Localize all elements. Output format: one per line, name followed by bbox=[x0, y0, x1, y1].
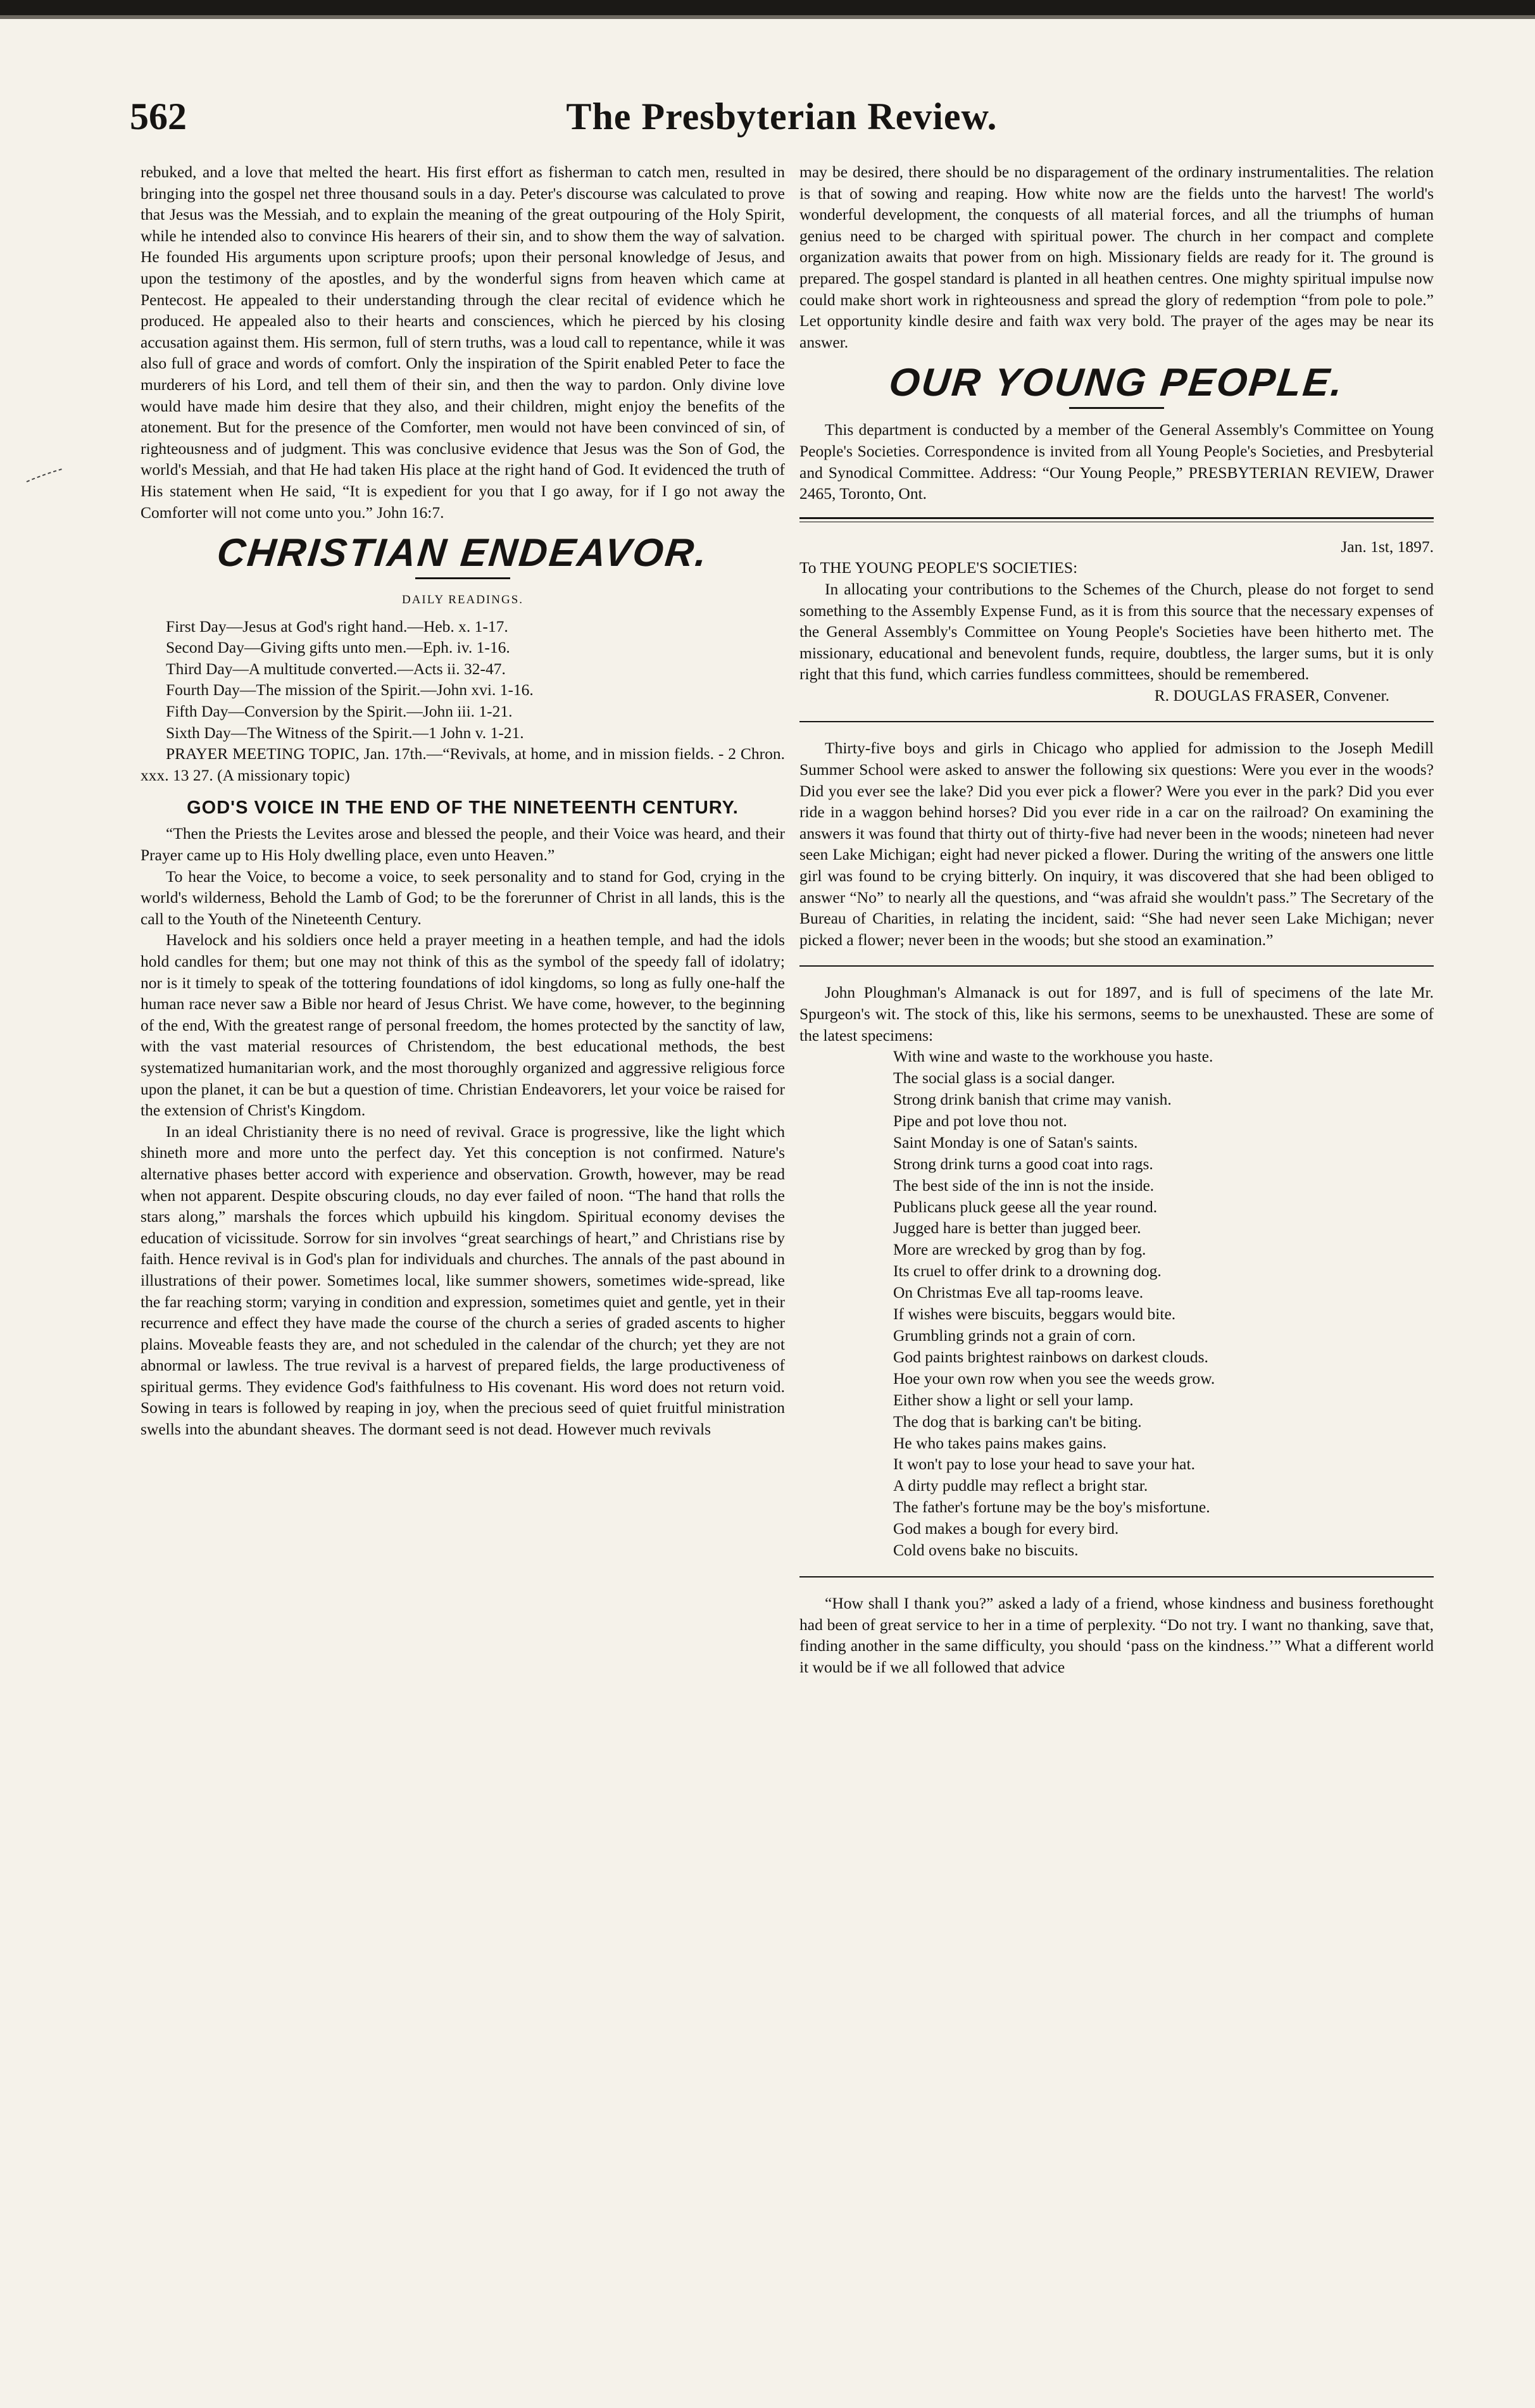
saying-item: Strong drink banish that crime may vanish. bbox=[893, 1090, 1172, 1108]
reading-item: Sixth Day—The Witness of the Spirit.—1 John v. 1-21. bbox=[166, 723, 524, 742]
saying-item: Pipe and pot love thou not. bbox=[893, 1111, 1067, 1130]
chicago-school-paragraph: Thirty-five boys and girls in Chicago who applied for admission to the Joseph Medill Summer School were asked to answer the following six questions: Were you ever in the woods? Did you ever see the lake? Did you ever pick a flower? Were you ever in the park? Did you ever ride in a waggon behind horses? Did you ever ride in a car on the railroad? On examining the answers it was found that thirty out of thirty-five had never been in the woods; nineteen had never seen Lake Michigan; eight had never picked a flower. During the writing of the answers one little girl was found to be crying bitterly. On inquiry, it was discovered that she had been obliged to answer “No” to nearly all the questions, and “was afraid she wouldn't pass.” The Secretary of the Bureau of Charities, in relating the incident, said: “She had never seen Lake Michigan; never picked a flower; never been in the woods; but she stood an examination.” bbox=[799, 739, 1434, 949]
reading-item: First Day—Jesus at God's right hand.—Heb. x. 1-17. bbox=[166, 617, 508, 636]
saying-item: With wine and waste to the workhouse you haste. bbox=[893, 1047, 1213, 1066]
saying-item: Either show a light or sell your lamp. bbox=[893, 1390, 1134, 1409]
letter-body: In allocating your contributions to the Schemes of the Church, please do not forget to send something to the Assembly Expense Fund, as it is from this source that the necessary expenses of the General Assembly's Committee on Young People's Societies have been hitherto met. The missionary, educational and benevolent funds, require, doubtless, the larger sums, but it is only right that this fund, which carries fundless committees, should be remembered. bbox=[799, 579, 1434, 684]
saying-item: Cold ovens bake no biscuits. bbox=[893, 1541, 1079, 1560]
page-header bbox=[130, 95, 1434, 152]
saying-item: Its cruel to offer drink to a drowning dog. bbox=[893, 1262, 1162, 1281]
essay-epigraph: “Then the Priests the Levites arose and blessed the people, and their Voice was heard, and their Prayer came up to His Holy dwelling place, even unto Heaven.” bbox=[141, 824, 785, 865]
saying-item: He who takes pains makes gains. bbox=[893, 1433, 1107, 1452]
section-rule bbox=[799, 721, 1434, 722]
saying-item: The dog that is barking can't be biting. bbox=[893, 1412, 1142, 1431]
section-rule bbox=[799, 965, 1434, 967]
scan-top-border-shadow bbox=[0, 15, 1535, 19]
saying-item: It won't pay to lose your head to save your hat. bbox=[893, 1455, 1195, 1474]
saying-item: The social glass is a social danger. bbox=[893, 1069, 1115, 1088]
almanack-paragraph: John Ploughman's Almanack is out for 1897, and is full of specimens of the late Mr. Spurgeon's wit. The stock of this, like his sermons, seems to be unexhausted. These are some of the latest specimens: bbox=[799, 983, 1434, 1044]
reading-item: Third Day—A multitude converted.—Acts ii. 32-47. bbox=[166, 659, 506, 678]
essay-title: GOD'S VOICE IN THE END OF THE NINETEENTH CENTURY. bbox=[187, 798, 739, 818]
section-double-rule bbox=[799, 517, 1434, 522]
saying-item: God paints brightest rainbows on darkest clouds. bbox=[893, 1347, 1208, 1366]
saying-item: Publicans pluck geese all the year round. bbox=[893, 1197, 1158, 1216]
saying-item: The best side of the inn is not the inside. bbox=[893, 1176, 1155, 1195]
section-rule bbox=[799, 1576, 1434, 1577]
saying-item: Jugged hare is better than jugged beer. bbox=[893, 1219, 1141, 1238]
reading-item: Second Day—Giving gifts unto men.—Eph. iv. 1-16. bbox=[166, 638, 510, 657]
scan-top-border bbox=[0, 0, 1535, 15]
saying-item: Strong drink turns a good coat into rags. bbox=[893, 1154, 1153, 1173]
essay-paragraph: Havelock and his soldiers once held a prayer meeting in a heathen temple, and had the idols hold candles for them; but one may not think of this as the symbol of the speedy fall of idolatry; nor is it timely to speak of the tottering foundations of idol kingdoms, so long as fully one-half the human race never saw a Bible nor heard of Jesus Christ. We have come, however, to the beginning of the end, With the greatest range of personal freedom, the homes protected by the sanctity of law, with the vast material resources of Christendom, the best educational methods, the best systematized humanitarian work, and the most thoroughly organized and aggressive religious force upon the planet, it can be but a question of time. Christian Endeavorers, let your voice be raised for the extension of Christ's Kingdom. bbox=[141, 931, 785, 1120]
department-note: This department is conducted by a member of the General Assembly's Committee on Young People's Societies. Correspondence is invited from all Young People's Societies, and Presbyterial and Synodical Committee. Address: “Our Young People,” PRESBYTERIAN REVIEW, Drawer 2465, Toronto, Ont. bbox=[799, 420, 1434, 503]
our-young-people-heading: OUR YOUNG PEOPLE. bbox=[887, 361, 1346, 405]
essay-paragraph: To hear the Voice, to become a voice, to seek personality and to stand for God, crying in the world's wilderness, Behold the Lamb of God; to be the forerunner of Christ in all lands, this is the call to the Youth of the Nineteenth Century. bbox=[141, 867, 785, 928]
left-column bbox=[141, 161, 785, 1440]
saying-item: More are wrecked by grog than by fog. bbox=[893, 1240, 1146, 1259]
heading-rule bbox=[1069, 407, 1164, 409]
christian-endeavor-heading: CHRISTIAN ENDEAVOR. bbox=[215, 531, 711, 575]
saying-item: A dirty puddle may reflect a bright star. bbox=[893, 1476, 1148, 1495]
reading-item: Fourth Day—The mission of the Spirit.—John xvi. 1-16. bbox=[166, 680, 534, 699]
daily-readings-subheading: DAILY READINGS. bbox=[401, 593, 524, 607]
right-column bbox=[799, 161, 1434, 1677]
saying-item: On Christmas Eve all tap-rooms leave. bbox=[893, 1283, 1144, 1302]
essay-paragraph: In an ideal Christianity there is no need of revival. Grace is progressive, like the light which shineth more and more unto the perfect day. Yet this conception is not confirmed. Nature's alternative phases better accord with experience and observation. Growth, however, may be read when not apparent. Despite obscuring clouds, no day ever failed of noon. “The hand that rolls the stars along,” marshals the forces which upbuild his kingdom. Spiritual economy devises the education of vicissitude. Sorrow for sin involves “great searchings of heart,” and Christians rise by faith. Hence revival is in God's plan for individuals and churches. The annals of the past abound in illustrations of their power. Sometimes local, like summer showers, sometimes wide-spread, like the far reaching storm; varying in condition and expression, sometimes quiet and gentle, yet in their recurrence and effect they have made the course of the church a series of graded ascents to higher plains. Moveable feasts they are, and not scheduled in the calendar of the church; yet they are not abnormal or lawless. The true revival is a harvest of prepared fields, the large productiveness of spiritual germs. They evidence God's faithfulness to His covenant. His word does not return void. Sowing in tears is followed by reaping in joy, when the precious seed of quiet fruitful ministration swells into the abundant sheaves. The dormant seed is not dead. However much revivals bbox=[141, 1122, 785, 1439]
saying-item: Hoe your own row when you see the weeds grow. bbox=[893, 1369, 1215, 1388]
masthead: The Presbyterian Review. bbox=[566, 96, 998, 137]
pass-on-kindness-paragraph: “How shall I thank you?” asked a lady of a friend, whose kindness and business forethought had been of great service to her in a time of perplexity. “Do not try. I want no thanking, save that, finding another in the same difficulty, you should ‘pass on the kindness.’” What a different world it would be if we all followed that advice bbox=[799, 1593, 1434, 1676]
prayer-meeting-topic: PRAYER MEETING TOPIC, Jan. 17th.—“Revivals, at home, and in mission fields. - 2 Chron. xxx. 13 27. (A missionary topic) bbox=[141, 744, 785, 784]
reading-item: Fifth Day—Conversion by the Spirit.—John iii. 1-21. bbox=[166, 702, 513, 721]
revival-continuation-paragraph: may be desired, there should be no disparagement of the ordinary instrumentalities. The relation is that of sowing and reaping. How white now are the fields unto the harvest! The world's wonderful development, the conquests of all material forces, and all the triumphs of human genius need to be charged with spiritual power. The church in her compact and complete organization awaits that power from on high. Missionary fields are ready for it. The ground is prepared. The gospel standard is planted in all heathen centres. One mighty spiritual impulse now could make short work in righteousness and spread the glory of redemption “from pole to pole.” Let opportunity kindle desire and faith wax very bold. The prayer of the ages may be near its answer. bbox=[799, 163, 1434, 351]
saying-item: If wishes were biscuits, beggars would bite. bbox=[893, 1305, 1176, 1324]
letter-signature: R. DOUGLAS FRASER, Convener. bbox=[1154, 686, 1389, 705]
letter-date: Jan. 1st, 1897. bbox=[1341, 537, 1434, 556]
heading-rule bbox=[415, 577, 510, 579]
daily-readings-list bbox=[141, 616, 785, 786]
saying-item: God makes a bough for every bird. bbox=[893, 1519, 1119, 1538]
saying-item: Grumbling grinds not a grain of corn. bbox=[893, 1326, 1136, 1345]
peter-sermon-paragraph: rebuked, and a love that melted the heart. His first effort as fisherman to catch men, resulted in bringing into the gospel net three thousand souls in a day. Peter's discourse was calculated to prove that Jesus was the Messiah, and to explain the meaning of the great outpouring of the Holy Spirit, while he intended also to convince His hearers of their sin, and to show them the way of salvation. He founded His arguments upon scripture proofs; upon their personal knowledge of Jesus, and upon the testimony of the apostles, and by the wonderful signs from heaven which came at Pentecost. He appealed to their understanding through the clear recital of evidence which he produced. He appealed also to their hearts and consciences, which he pierced by his closing accusation against them. His sermon, full of stern truths, was a loud call to repentance, while it was also full of grace and words of comfort. Only the inspiration of the Spirit enabled Peter to face the murderers of his Lord, and tell them of their sin, and then the way to pardon. Only divine love would have made him desire that they also, and their children, might enjoy the benefits of the atonement. But for the presence of the Comforter, men would not have been convinced of sin, of righteousness and of judgment. This was conclusive evidence that Jesus was the Son of God, the world's Messiah, and that He had taken His place at the right hand of God. It evidenced the truth of His statement when He said, “It is expedient for you that I go away, for if I go not away the Comforter will not come unto you.” John 16:7. bbox=[141, 163, 785, 522]
letter-salutation: To THE YOUNG PEOPLE'S SOCIETIES: bbox=[799, 558, 1078, 577]
spurgeon-sayings-list bbox=[799, 1046, 1434, 1561]
saying-item: The father's fortune may be the boy's misfortune. bbox=[893, 1498, 1210, 1517]
saying-item: Saint Monday is one of Satan's saints. bbox=[893, 1132, 1138, 1151]
margin-mark bbox=[25, 465, 76, 484]
page-number: 562 bbox=[130, 96, 187, 137]
